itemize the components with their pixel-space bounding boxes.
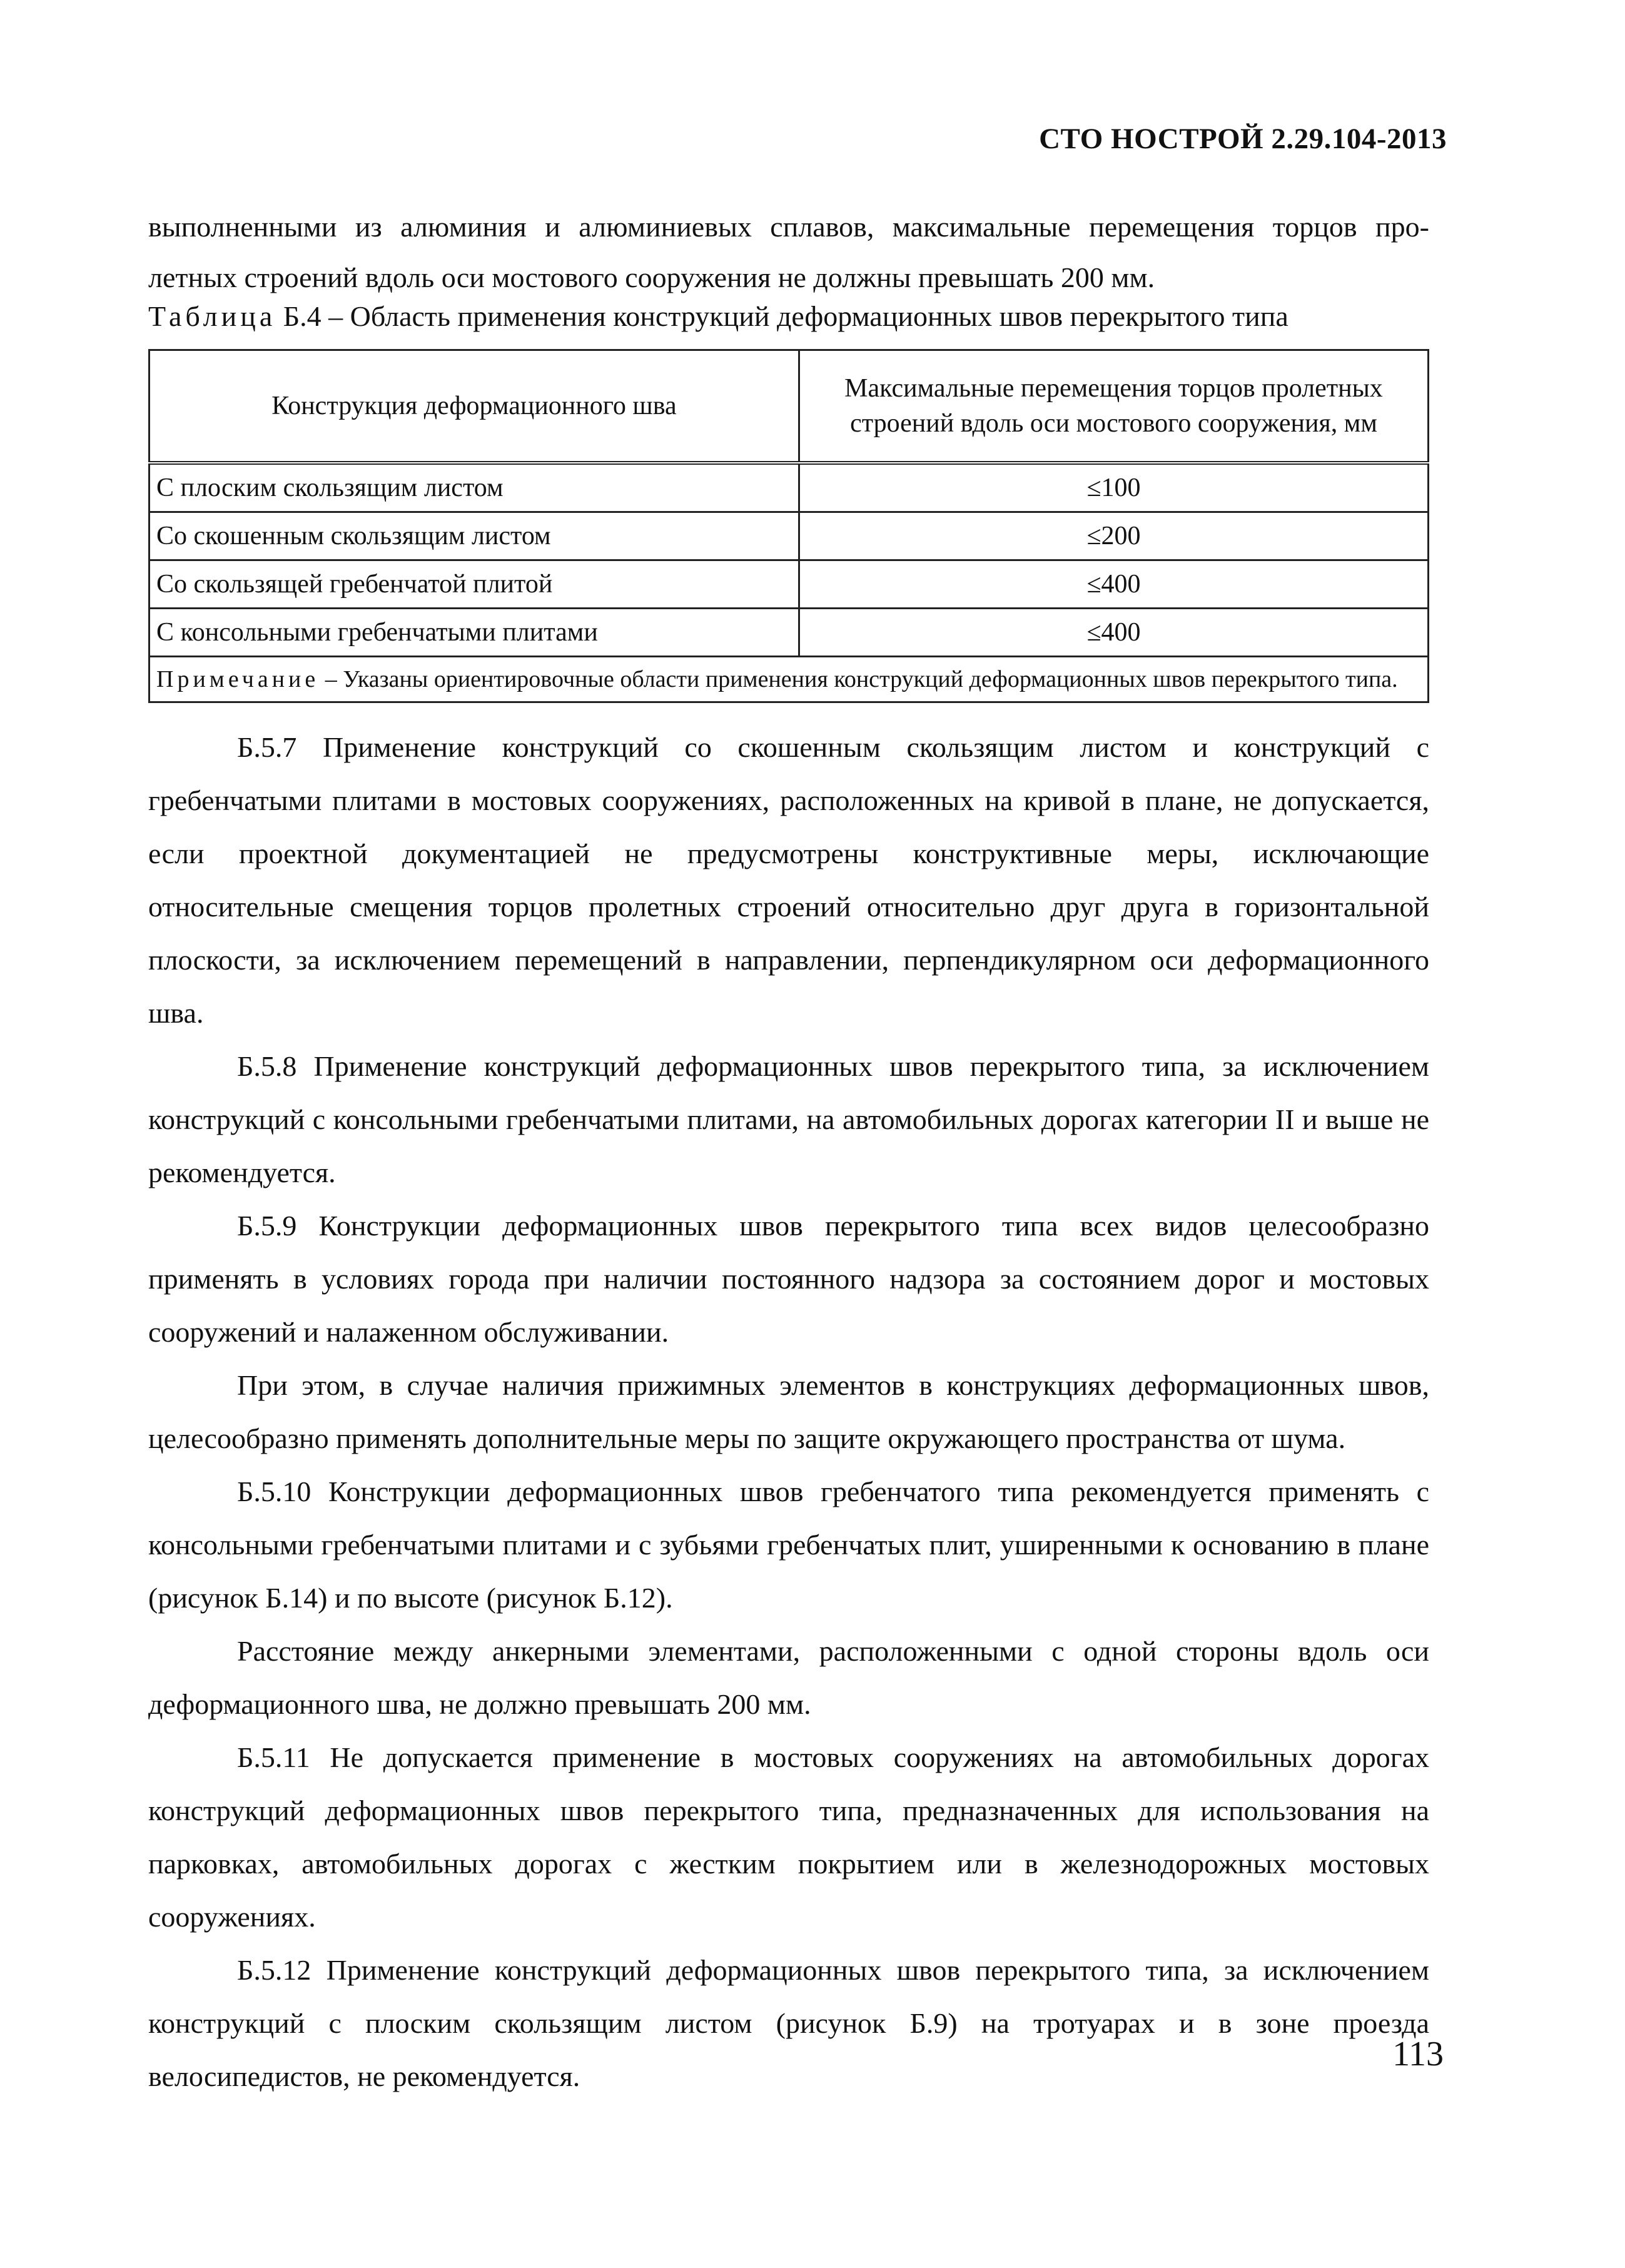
table-note-label: Примечание [156, 666, 320, 692]
paragraph-b-5-9-continued: При этом, в случае наличия прижимных элементов в конструкциях деформационных швов, целесообразно применять дополнительные меры по защите окружающего пространства от шума. [148, 1369, 1429, 1454]
paragraph-b-5-8: Б.5.8 Применение конструкций деформационных швов перекрытого типа, за исключением конструкций с консольными гребенчатыми плитами, на автомобильных дорогах категории II и выше не рекомендуется. [148, 1050, 1429, 1188]
application-table [148, 349, 1429, 703]
table-caption-text: Б.4 – Область применения конструкций деформационных швов перекрытого типа [283, 300, 1288, 332]
paragraph-b-5-7: Б.5.7 Применение конструкций со скошенным скользящим листом и конструкций с гребенчатыми плитами в мостовых сооружениях, расположенных на кривой в плане, не допускается, если проектной документацией не предусмотрены конструктивные меры, исключающие относительные смещения торцов пролетных строений относительно друг друга в горизонтальной плоскости, за исключением перемещений в направлении, перпендикулярном оси деформационного шва. [148, 731, 1429, 1029]
paragraph-b-5-12: Б.5.12 Применение конструкций деформационных швов перекрытого типа, за исключением конструкций с плоским скользящим листом (рисунок Б.9) на тротуарах и в зоне проезда велосипедистов, не рекомендуется. [148, 1954, 1429, 2092]
table-caption [148, 298, 1437, 335]
table-row [149, 609, 1429, 657]
document-code-header: СТО НОСТРОЙ 2.29.104-2013 [1039, 123, 1447, 155]
table-cell-max: ≤400 [799, 609, 1429, 657]
paragraph-b-5-10: Б.5.10 Конструкции деформационных швов гребенчатого типа рекомендуется применять с консольными гребенчатыми плитами и с зубьями гребенчатых плит, уширенными к основанию в плане (рисунок Б.14) и по высоте (рисунок Б.12). [148, 1476, 1429, 1614]
table-note [149, 657, 1429, 702]
table-cell-construction: Со скользящей гребенчатой плитой [149, 560, 799, 609]
table-row [149, 512, 1429, 560]
table-note-row [149, 657, 1429, 702]
table-cell-construction: С консольными гребенчатыми плитами [149, 609, 799, 657]
intro-text [148, 200, 1429, 302]
intro-line-2: летных строений вдоль оси мостового сооружения не должны превышать 200 мм. [148, 261, 1155, 293]
paragraph-b-5-10-continued: Расстояние между анкерными элементами, расположенными с одной стороны вдоль оси деформационного шва, не должно превышать 200 мм. [148, 1635, 1429, 1720]
intro-line-1: выполненными из алюминия и алюминиевых сплавов, максимальные перемещения торцов про- [148, 211, 1429, 243]
table-header-max-displacement: Максимальные перемещения торцов пролетных строений вдоль оси мостового сооружения, мм [799, 350, 1429, 463]
table-caption-label: Таблица [148, 300, 276, 332]
table-header-construction: Конструкция деформационного шва [149, 350, 799, 463]
table-row [149, 560, 1429, 609]
table-cell-construction: Со скошенным скользящим листом [149, 512, 799, 560]
table-cell-construction: С плоским скользящим листом [149, 463, 799, 512]
body-text [148, 721, 1429, 2103]
table-cell-max: ≤200 [799, 512, 1429, 560]
table-cell-max: ≤100 [799, 463, 1429, 512]
table-header-row [149, 350, 1429, 463]
page-number: 113 [1392, 2035, 1444, 2073]
table-note-text: – Указаны ориентировочные области применения конструкций деформационных швов перекрытого типа. [319, 666, 1398, 692]
table-row [149, 463, 1429, 512]
paragraph-b-5-9: Б.5.9 Конструкции деформационных швов перекрытого типа всех видов целесообразно применять в условиях города при наличии постоянного надзора за состоянием дорог и мостовых сооружений и налаженном обслуживании. [148, 1210, 1429, 1348]
paragraph-b-5-11: Б.5.11 Не допускается применение в мостовых сооружениях на автомобильных дорогах конструкций деформационных швов перекрытого типа, предназначенных для использования на парковках, автомобильных дорогах с жестким покрытием или в железнодорожных мостовых сооружениях. [148, 1741, 1429, 1933]
table-cell-max: ≤400 [799, 560, 1429, 609]
